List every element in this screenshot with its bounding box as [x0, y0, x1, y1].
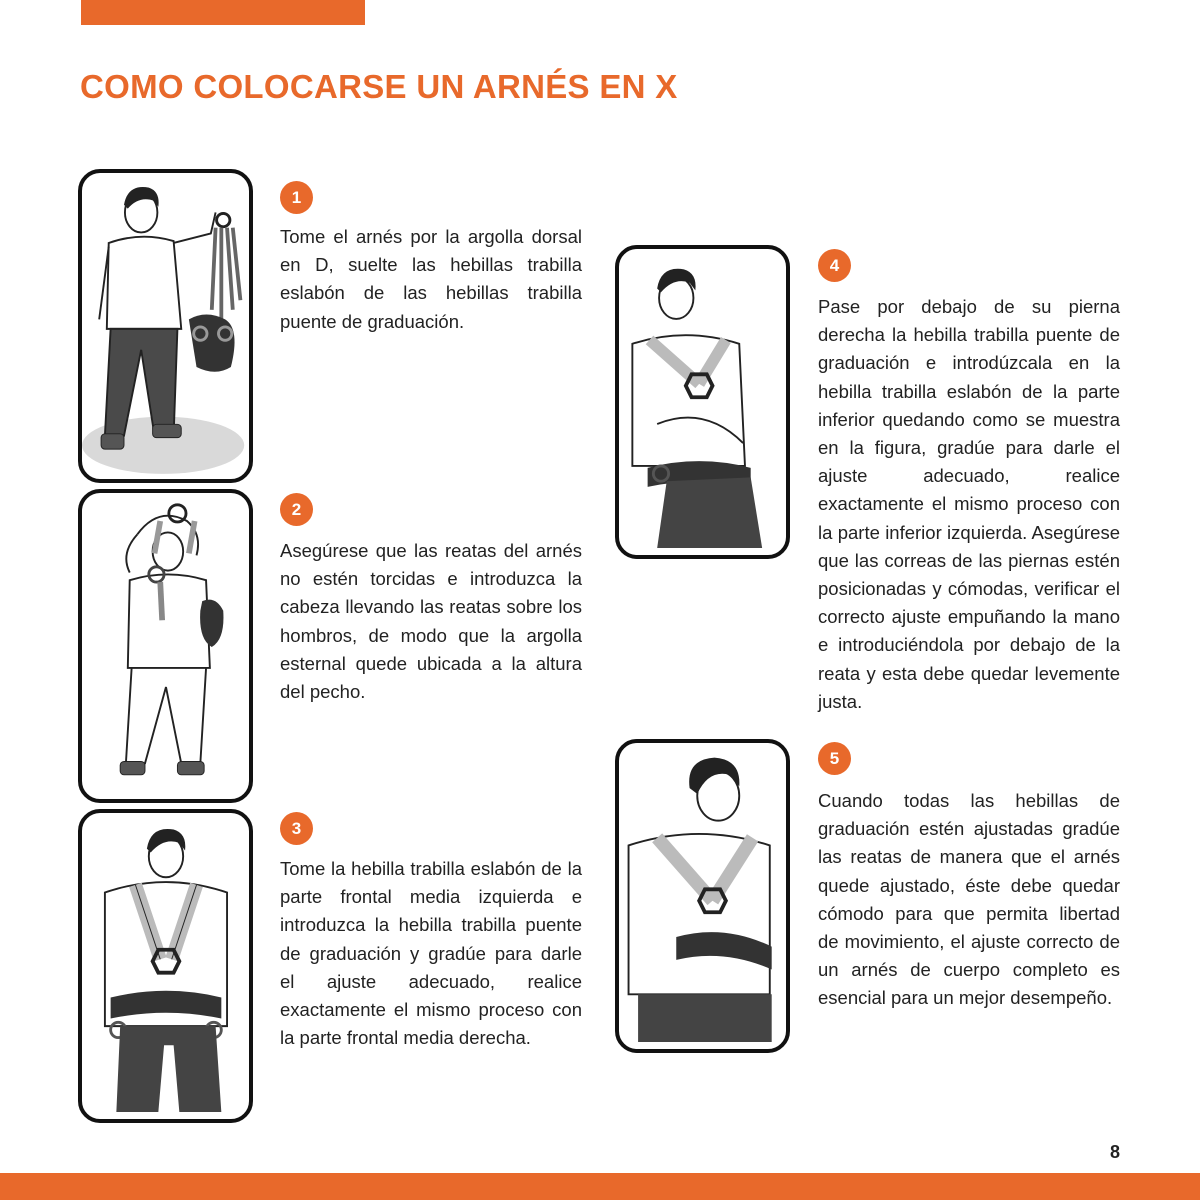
step-1-text: Tome el arnés por la argolla dorsal en D, suelte las hebillas trabilla eslabón de las hebillas trabilla puente de graduación.: [280, 226, 582, 332]
step-1-badge: 1: [280, 181, 313, 214]
man-adjusting-leg-strap-image: [619, 249, 786, 555]
step-5-text: Cuando todas las hebillas de graduación estén ajustadas gradúe las reatas de manera que el arnés quede ajustado, éste debe quedar cómodo para que permita libertad de movimiento, el ajuste correcto de un arnés de cuerpo completo es esencial para un mejor desempeño.: [818, 790, 1120, 1009]
step-2-illustration: [78, 489, 253, 803]
man-holding-harness-image: [82, 173, 249, 479]
man-final-adjustment-image: [619, 743, 786, 1049]
step-4-text: Pase por debajo de su pierna derecha la hebilla trabilla puente de graduación e introdúzcala en la hebilla trabilla eslabón de la parte inferior quedando como se muestra en la figura, gradúe para darle el ajuste adecuado, realice exactamente el mismo proceso con la parte inferior izquierda. Asegúrese que las correas de las piernas estén posicionadas y cómodas, verificar el correcto ajuste empuñando la mano e introduciéndola por debajo de la reata y esta debe quedar levemente justa.: [818, 296, 1120, 712]
step-3-badge: 3: [280, 812, 313, 845]
page-title: COMO COLOCARSE UN ARNÉS EN X: [80, 68, 678, 105]
step-3-text: Tome la hebilla trabilla eslabón de la parte frontal media izquierda e introduzca la hebilla trabilla puente de graduación y gradúe para darle el ajuste adecuado, realice exactamente el mismo proceso con la parte frontal media derecha.: [280, 858, 582, 1049]
step-3-illustration: [78, 809, 253, 1123]
man-adjusting-front-buckles-image: [82, 813, 249, 1119]
page-number: 8: [1110, 1142, 1121, 1162]
step-5-illustration: [615, 739, 790, 1053]
step-2-text: Asegúrese que las reatas del arnés no estén torcidas e introduzca la cabeza llevando las reatas sobre los hombros, de modo que la argolla esternal quede ubicada a la altura del pecho.: [280, 540, 582, 703]
step-4-illustration: [615, 245, 790, 559]
top-accent-bar: [81, 0, 365, 25]
step-1-illustration: [78, 169, 253, 483]
step-5-badge: 5: [818, 742, 851, 775]
bottom-accent-bar: [0, 1173, 1200, 1200]
step-4-badge: 4: [818, 249, 851, 282]
step-2-badge: 2: [280, 493, 313, 526]
man-putting-harness-over-head-image: [82, 493, 249, 799]
